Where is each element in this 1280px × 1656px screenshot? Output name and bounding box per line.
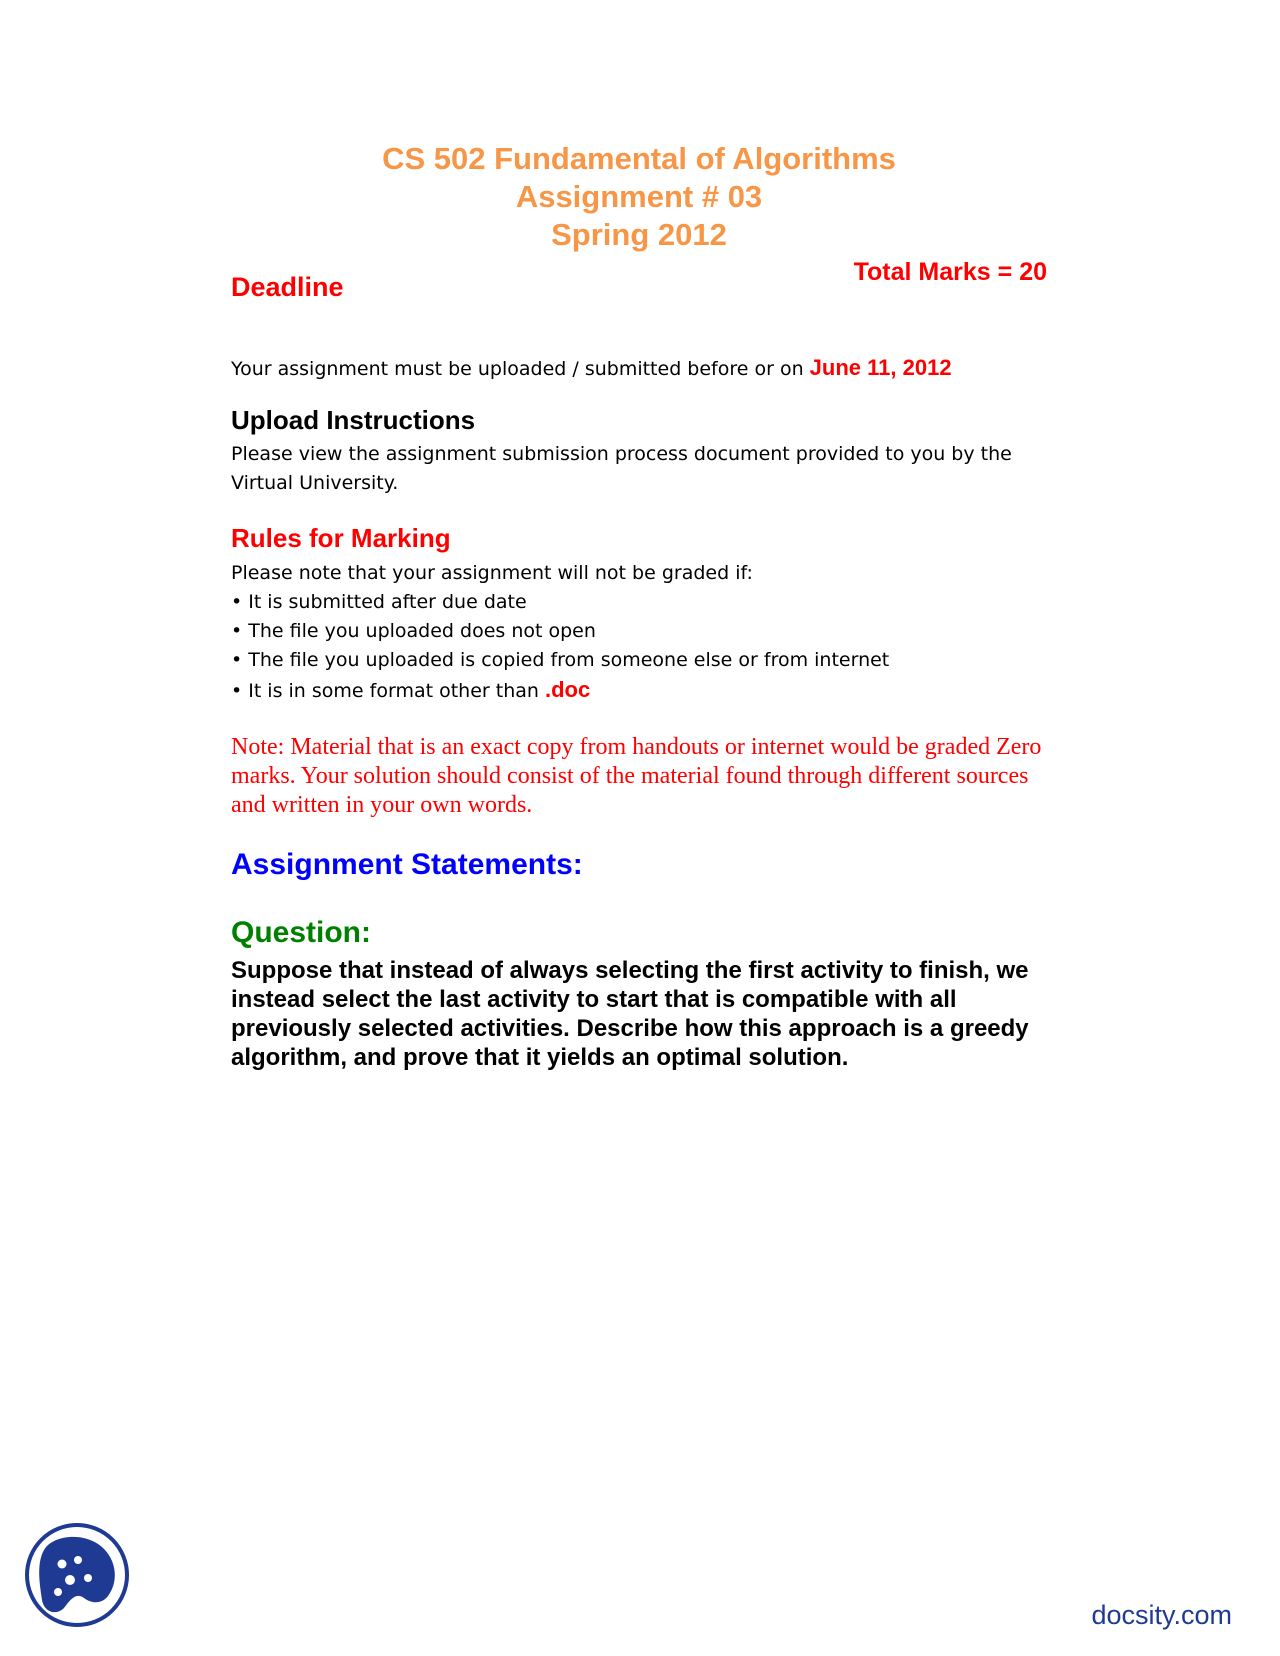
docsity-logo-icon (22, 1520, 132, 1630)
upload-text: Please view the assignment submission process document provided to you by the Virtual University. (231, 443, 1012, 494)
bullet-icon: • (231, 680, 243, 702)
deadline-date: June 11, 2012 (809, 355, 952, 380)
term: Spring 2012 (551, 217, 727, 252)
rules-list (231, 559, 889, 706)
course-title: CS 502 Fundamental of Algorithms (382, 141, 896, 176)
rules-list-item (231, 646, 889, 675)
rules-list-item (231, 617, 889, 646)
brand-name: docsity.com (1091, 1600, 1232, 1630)
rules-item-text: It is in some format other than (248, 680, 545, 702)
rules-item-text: The file you uploaded is copied from someone else or from internet (248, 649, 890, 671)
rules-heading: Rules for Marking (231, 523, 451, 553)
bullet-icon: • (231, 591, 243, 613)
question-text: Suppose that instead of always selecting the first activity to finish, we instead select the last activity to start that is compatible with all previously selected activities. Describe how this approach is a greedy algorithm, and prove that it yields an optimal solution. (231, 957, 1029, 1071)
question-heading: Question: (231, 916, 371, 949)
rules-item-text: The file you uploaded does not open (248, 620, 596, 642)
deadline-text (231, 353, 952, 384)
rules-list-item (231, 588, 889, 617)
assignment-number: Assignment # 03 (515, 179, 763, 214)
bullet-icon: • (231, 620, 243, 642)
note-text: Note: Material that is an exact copy from handouts or internet would be graded Zero marks. Your solution should consist of the material found through different sources and written in your own words. (231, 734, 1042, 818)
deadline-heading: Deadline (231, 272, 344, 302)
deadline-statement: Your assignment must be uploaded / submitted before or on (231, 358, 810, 380)
bullet-icon: • (231, 649, 243, 671)
rules-item-text: It is submitted after due date (248, 591, 527, 613)
rules-list-item (231, 675, 889, 706)
total-marks: Total Marks = 20 (853, 258, 1047, 286)
upload-heading: Upload Instructions (231, 405, 476, 435)
title-block (231, 140, 1047, 254)
statements-heading: Assignment Statements: (231, 848, 583, 881)
rules-intro: Please note that your assignment will not be graded if: (231, 562, 753, 584)
doc-extension: .doc (544, 677, 591, 702)
